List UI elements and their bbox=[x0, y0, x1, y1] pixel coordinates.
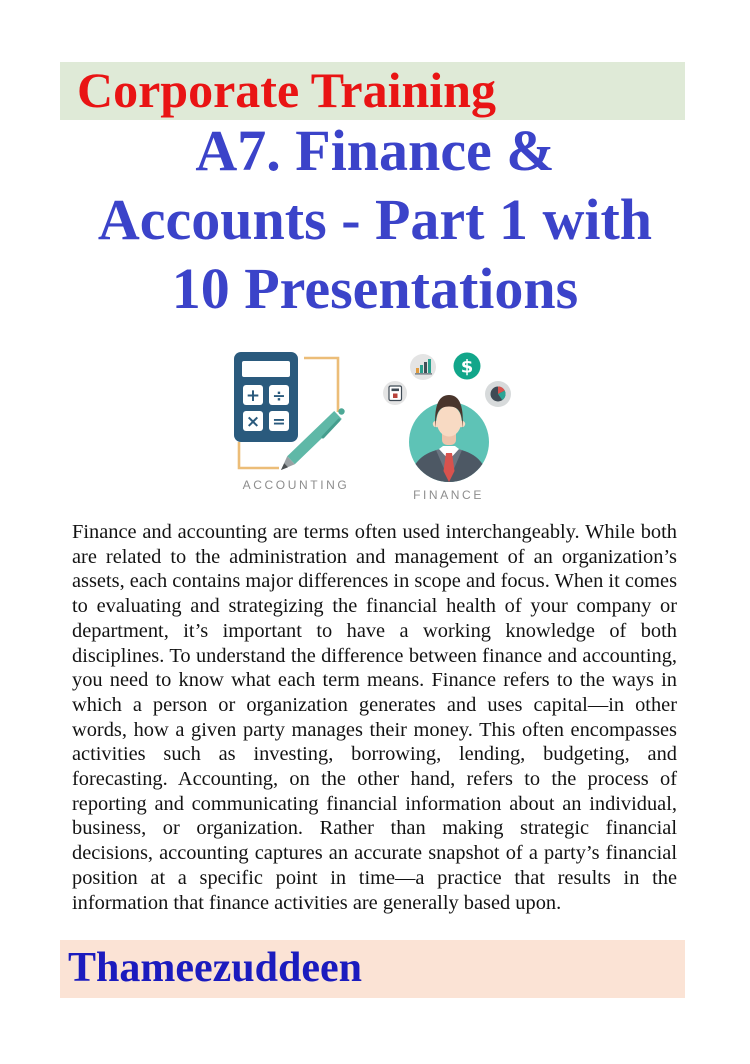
multiply-key-glyph: × bbox=[245, 412, 261, 432]
calculator-icon bbox=[234, 352, 298, 442]
plus-key-glyph: + bbox=[245, 386, 261, 406]
body-paragraph: Finance and accounting are terms often used interchangeably. While both are related to the administration and management of an organization’s assets, each contains major differences in scope and focus. When it comes to evaluating and strategizing the financial health of your company or department, it’s important to have a working knowledge of both disciplines. To understand the difference between finance and accounting, you need to know what each term means. Finance refers to the ways in which a person or organization generates and uses capital—in other words, how a given party manages their money. This often encompasses activities such as investing, borrowing, lending, budgeting, and forecasting. Accounting, on the other hand, refers to the process of reporting and communicating financial information about an individual, business, or organization. Rather than making strategic financial decisions, accounting captures an accurate snapshot of a party’s financial position at a specific point in time—a practice that results in the information that finance activities are generally based upon. bbox=[72, 521, 677, 914]
dollar-coin-icon bbox=[454, 353, 481, 380]
mini-calculator-icon bbox=[383, 381, 407, 405]
bar-chart-icon bbox=[410, 354, 436, 380]
businessman-icon bbox=[407, 395, 491, 485]
footer-banner bbox=[60, 940, 685, 998]
finance-illustration bbox=[376, 345, 521, 485]
dollar-glyph: $ bbox=[460, 356, 474, 378]
equals-key-glyph: = bbox=[272, 412, 286, 431]
finance-caption: FINANCE bbox=[413, 488, 484, 502]
accounting-illustration bbox=[221, 345, 371, 475]
footer-title: Thameezuddeen bbox=[68, 945, 362, 991]
divide-key-glyph: ÷ bbox=[272, 386, 286, 405]
accounting-figure bbox=[221, 345, 371, 492]
accounting-caption: ACCOUNTING bbox=[242, 478, 350, 492]
page-title bbox=[30, 116, 720, 323]
title-line-3: 10 Presentations bbox=[171, 256, 579, 321]
header-banner bbox=[60, 62, 685, 120]
pie-chart-icon bbox=[485, 381, 511, 407]
title-line-1: A7. Finance & bbox=[195, 118, 555, 183]
finance-figure bbox=[376, 345, 521, 502]
header-title: Corporate Training bbox=[77, 62, 496, 118]
title-line-2: Accounts - Part 1 with bbox=[97, 187, 653, 252]
